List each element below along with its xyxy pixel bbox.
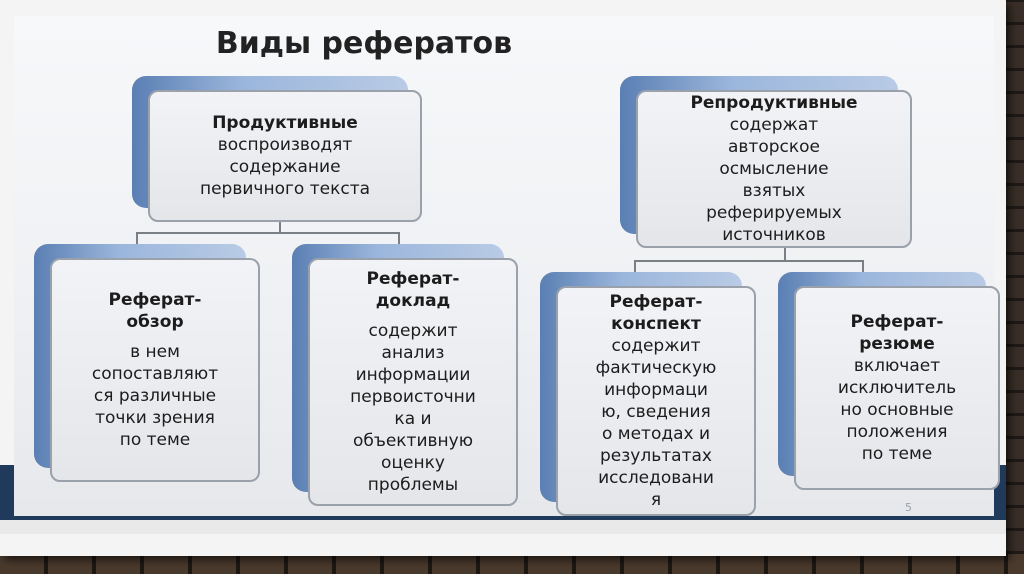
node-text: содержит анализ информации первоисточни ка и объективную оценку проблемы xyxy=(350,321,476,495)
node-box xyxy=(148,90,422,222)
node-heading: Реферат- конспект xyxy=(609,292,703,334)
node-report xyxy=(292,244,518,506)
diagram xyxy=(14,16,994,516)
node-heading: Реферат- резюме xyxy=(850,312,944,354)
node-text: включает исключитель но основные положения по теме xyxy=(837,356,957,464)
node-text: воспроизводят содержание первичного текста xyxy=(199,135,371,199)
node-review xyxy=(34,244,260,482)
node-heading: Реферат- обзор xyxy=(108,290,202,332)
node-box xyxy=(308,258,518,506)
node-productive xyxy=(132,76,422,222)
background-texture-bottom xyxy=(0,554,1024,574)
node-text: в нем сопоставляют ся различные точки зрения по теме xyxy=(91,342,219,450)
node-text: содержат авторское осмысление взятых реферируемых источников xyxy=(706,115,842,245)
node-box xyxy=(794,286,1000,490)
node-heading: Продуктивные xyxy=(212,113,358,133)
node-box xyxy=(556,286,756,516)
node-summary xyxy=(540,272,756,516)
connector xyxy=(784,246,786,260)
connector xyxy=(634,260,864,262)
node-box xyxy=(636,90,912,248)
node-heading: Репродуктивные xyxy=(690,93,858,113)
node-reproductive xyxy=(620,76,912,248)
node-box xyxy=(50,258,260,482)
page-number: 5 xyxy=(905,501,912,514)
connector xyxy=(136,232,400,234)
accent-bar-lower xyxy=(0,520,1006,534)
node-heading: Реферат- доклад xyxy=(366,269,460,311)
node-text: содержит фактическую информаци ю, сведения о методах и результатах исследовани я xyxy=(595,336,717,510)
diagram-title: Виды рефератов xyxy=(215,26,513,61)
node-resume xyxy=(778,272,1000,490)
